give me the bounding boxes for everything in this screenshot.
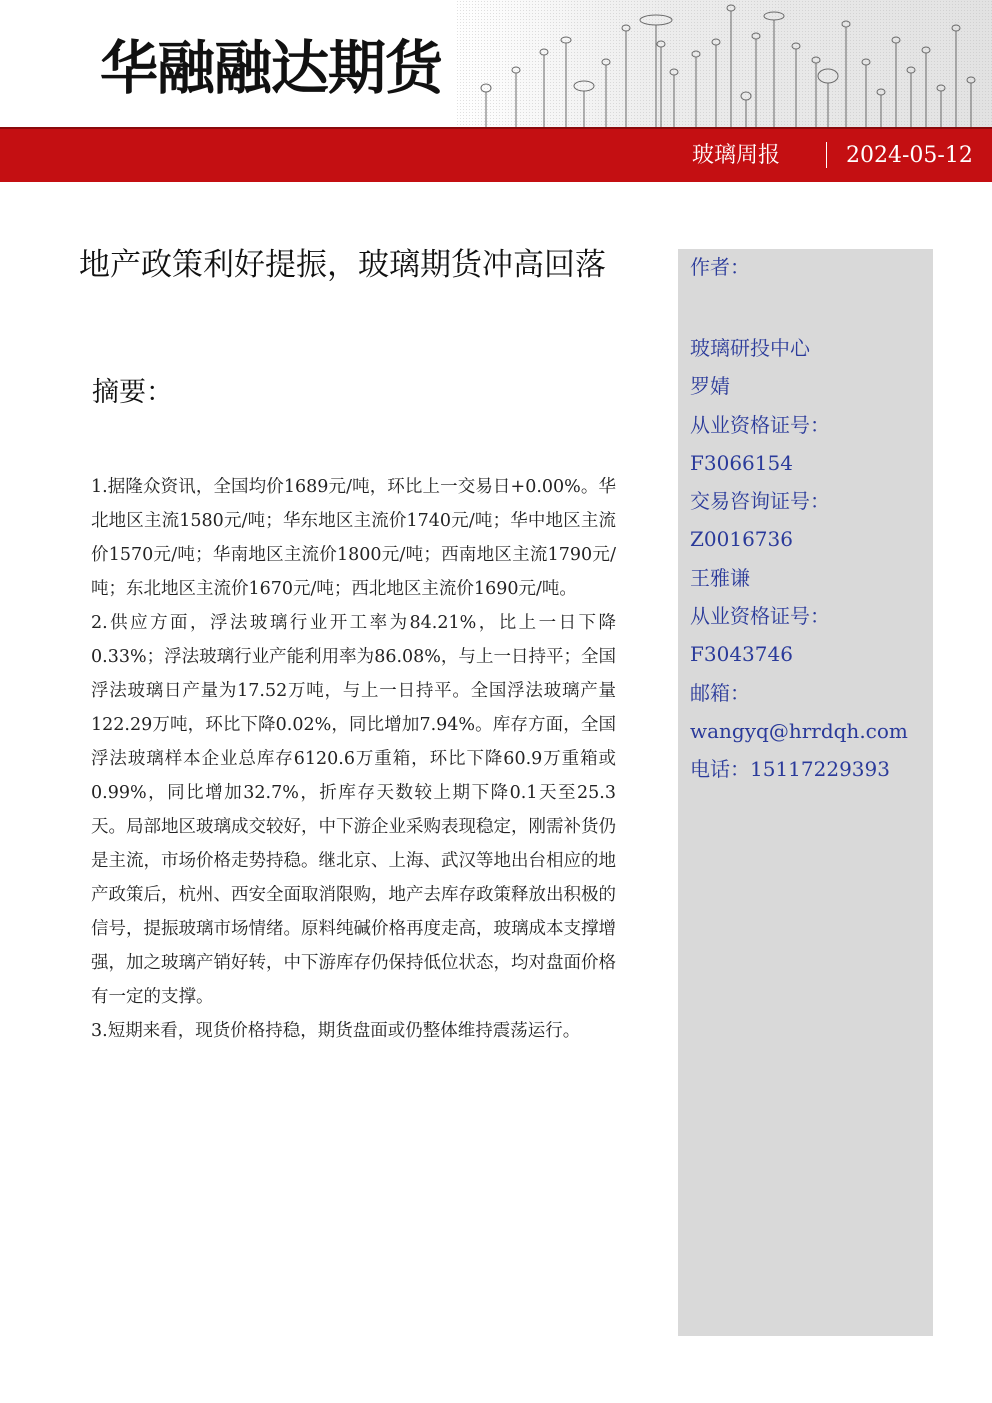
consult-license-label: 交易咨询证号： xyxy=(690,489,830,514)
header-decoration xyxy=(456,0,992,128)
license-number: F3043746 xyxy=(690,642,793,667)
consult-license-number: Z0016736 xyxy=(690,527,793,552)
abstract-title: 摘要： xyxy=(92,377,173,408)
email-label: 邮箱： xyxy=(690,680,750,705)
report-type: 玻璃周报 xyxy=(692,143,781,168)
abstract-body xyxy=(91,470,616,1048)
abstract-paragraph: 2.供应方面，浮法玻璃行业开工率为84.21%，比上一日下降0.33%；浮法玻璃行业产能利用率为86.08%，与上一日持平；全国浮法玻璃日产量为17.52万吨，与上一日持平。全国浮法玻璃产量122.29万吨，环比下降0.02%，同比增加7.94%。库存方面，全国浮法玻璃样本企业总库存6120.6万重箱，环比下降60.9万重箱或0.99%，同比增加32.7%，折库存天数较上期下降0.1天至25.3天。局部地区玻璃成交较好，中下游企业采购表现稳定，刚需补货仍是主流，市场价格走势持稳。继北京、上海、武汉等地出台相应的地产政策后，杭州、西安全面取消限购，地产去库存政策释放出积极的信号，提振玻璃市场情绪。原料纯碱价格再度走高，玻璃成本支撑增强，加之玻璃产销好转，中下游库存仍保持低位状态，均对盘面价格有一定的支撑。 xyxy=(91,613,616,1007)
author-name: 罗婧 xyxy=(690,374,730,399)
license-label: 从业资格证号： xyxy=(690,412,830,437)
license-number: F3066154 xyxy=(690,450,793,475)
company-logo: 华融融达期货 xyxy=(100,34,443,102)
title-bar-divider xyxy=(826,142,827,168)
author-sidebar xyxy=(678,249,933,1336)
author-dept: 玻璃研投中心 xyxy=(690,336,810,360)
report-headline: 地产政策利好提振，玻璃期货冲高回落 xyxy=(79,247,606,283)
phone: 电话：15117229393 xyxy=(690,757,890,782)
author-name: 王雅谦 xyxy=(690,565,750,590)
author-info-list xyxy=(690,329,908,789)
abstract-paragraph: 1.据隆众资讯，全国均价1689元/吨，环比上一交易日+0.00%。华北地区主流1580元/吨；华东地区主流价1740元/吨；华中地区主流价1570元/吨；华南地区主流价1800元/吨；西南地区主流1790元/吨；东北地区主流价1670元/吨；西北地区主流价1690元/吨。 xyxy=(91,477,616,599)
license-label: 从业资格证号： xyxy=(690,604,830,629)
email-address: wangyq@hrrdqh.com xyxy=(690,718,908,743)
author-label: 作者： xyxy=(690,255,750,279)
report-date: 2024-05-12 xyxy=(846,143,973,168)
abstract-paragraph: 3.短期来看，现货价格持稳，期货盘面或仍整体维持震荡运行。 xyxy=(91,1021,581,1041)
title-bar xyxy=(0,127,992,182)
